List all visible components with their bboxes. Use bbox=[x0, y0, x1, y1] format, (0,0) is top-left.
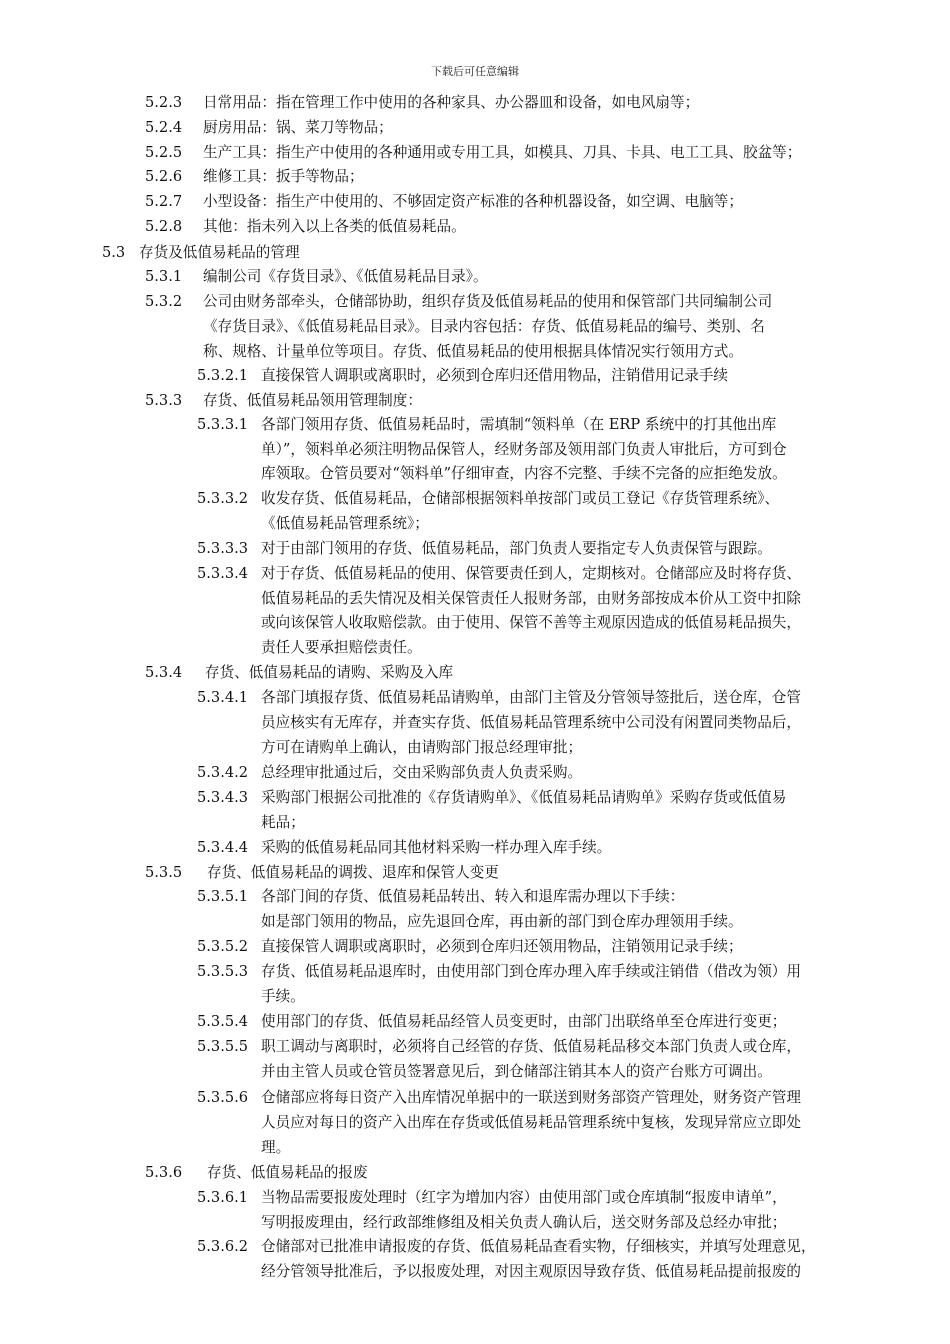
section-number: 5.3.4.1 bbox=[197, 689, 249, 706]
section-number: 5.3.4 bbox=[145, 664, 183, 681]
section-number: 5.3.3.2 bbox=[197, 490, 249, 507]
paragraph-line: 存货及低值易耗品的管理 bbox=[139, 244, 300, 261]
section-number: 5.3.6.2 bbox=[197, 1238, 249, 1255]
paragraph-line: 对于存货、低值易耗品的使用、保管要责任到人，定期核对。仓储部应及时将存货、 bbox=[261, 565, 801, 582]
section-number: 5.3.5.3 bbox=[197, 963, 249, 980]
paragraph-line: 存货、低值易耗品的报废 bbox=[207, 1164, 368, 1181]
section-number: 5.2.8 bbox=[145, 218, 183, 235]
paragraph-line: 如是部门领用的物品，应先退回仓库，再由新的部门到仓库办理领用手续。 bbox=[261, 913, 743, 930]
paragraph-line: 收发存货、低值易耗品，仓储部根据领料单按部门或员工登记《存货管理系统》、 bbox=[261, 490, 780, 507]
paragraph-line: 存货、低值易耗品的调拨、退库和保管人变更 bbox=[207, 864, 499, 881]
section-number: 5.3.2 bbox=[145, 293, 183, 310]
paragraph-line: 对于由部门领用的存货、低值易耗品，部门负责人要指定专人负责保管与跟踪。 bbox=[261, 540, 772, 557]
paragraph-line: 或向该保管人收取赔偿款。由于使用、保管不善等主观原因造成的低值易耗品损失， bbox=[261, 614, 801, 631]
section-number: 5.3.4.3 bbox=[197, 789, 249, 806]
paragraph-line: 称、规格、计量单位等项目。存货、低值易耗品的使用根据具体情况实行领用方式。 bbox=[203, 343, 743, 360]
paragraph-line: 直接保管人调职或离职时，必须到仓库归还领用物品，注销领用记录手续； bbox=[261, 938, 743, 955]
section-number: 5.3.5.2 bbox=[197, 938, 249, 955]
section-number: 5.2.3 bbox=[145, 94, 183, 111]
section-number: 5.3.1 bbox=[145, 268, 183, 285]
paragraph-line: 采购部门根据公司批准的《存货请购单》、《低值易耗品请购单》采购存货或低值易 bbox=[261, 789, 787, 806]
paragraph-line: 编制公司《存货目录》、《低值易耗品目录》。 bbox=[203, 268, 488, 285]
paragraph-line: 存货、低值易耗品领用管理制度： bbox=[203, 392, 422, 409]
paragraph-line: 耗品； bbox=[261, 814, 305, 831]
section-number: 5.3.2.1 bbox=[197, 367, 249, 384]
paragraph-line: 当物品需要报废处理时（红字为增加内容）由使用部门或仓库填制“报废申请单”， bbox=[261, 1189, 787, 1206]
paragraph-line: 其他：指未列入以上各类的低值易耗品。 bbox=[203, 218, 466, 235]
paragraph-line: 责任人要承担赔偿责任。 bbox=[261, 639, 422, 656]
paragraph-line: 员应核实有无库存，并查实存货、低值易耗品管理系统中公司没有闲置同类物品后， bbox=[261, 714, 801, 731]
paragraph-line: 《低值易耗品管理系统》； bbox=[261, 515, 429, 532]
section-number: 5.3.6.1 bbox=[197, 1189, 249, 1206]
paragraph-line: 单）”，领料单必须注明物品保管人，经财务部及领用部门负责人审批后，方可到仓 bbox=[261, 441, 787, 458]
section-number: 5.3.3.1 bbox=[197, 416, 249, 433]
paragraph-line: 厨房用品：锅、菜刀等物品； bbox=[203, 119, 393, 136]
paragraph-line: 小型设备：指生产中使用的、不够固定资产标准的各种机器设备，如空调、电脑等； bbox=[203, 193, 743, 210]
section-number: 5.3.3 bbox=[145, 392, 183, 409]
section-number: 5.3.5.6 bbox=[197, 1089, 249, 1106]
paragraph-line: 写明报废理由，经行政部维修组及相关负责人确认后，送交财务部及总经办审批； bbox=[261, 1214, 787, 1231]
paragraph-line: 总经理审批通过后，交由采购部负责人负责采购。 bbox=[261, 764, 583, 781]
paragraph-line: 职工调动与离职时，必须将自己经管的存货、低值易耗品移交本部门负责人或仓库， bbox=[261, 1038, 801, 1055]
section-number: 5.2.6 bbox=[145, 168, 183, 185]
paragraph-line: 生产工具：指生产中使用的各种通用或专用工具，如模具、刀具、卡具、电工工具、胶盆等； bbox=[203, 144, 802, 161]
section-number: 5.3.5.5 bbox=[197, 1038, 249, 1055]
paragraph-line: 采购的低值易耗品同其他材料采购一样办理入库手续。 bbox=[261, 839, 612, 856]
section-number: 5.3.4.4 bbox=[197, 839, 249, 856]
section-number: 5.2.5 bbox=[145, 144, 183, 161]
paragraph-line: 人员应对每日的资产入出库在存货或低值易耗品管理系统中复核，发现异常应立即处 bbox=[261, 1114, 801, 1131]
paragraph-line: 理。 bbox=[261, 1139, 291, 1156]
paragraph-line: 各部门填报存货、低值易耗品请购单，由部门主管及分管领导签批后，送仓库，仓管 bbox=[261, 689, 801, 706]
paragraph-line: 低值易耗品的丢失情况及相关保管责任人报财务部，由财务部按成本价从工资中扣除 bbox=[261, 590, 801, 607]
paragraph-line: 存货、低值易耗品的请购、采购及入库 bbox=[205, 664, 454, 681]
section-number: 5.3.5.1 bbox=[197, 888, 249, 905]
paragraph-line: 各部门领用存货、低值易耗品时，需填制“领料单（在 ERP 系统中的打其他出库 bbox=[261, 416, 777, 433]
paragraph-line: 日常用品：指在管理工作中使用的各种家具、办公器皿和设备，如电风扇等； bbox=[203, 94, 700, 111]
paragraph-line: 经分管领导批准后，予以报废处理，对因主观原因导致存货、低值易耗品提前报废的 bbox=[261, 1263, 801, 1280]
section-number: 5.2.7 bbox=[145, 193, 183, 210]
section-number: 5.3.3.4 bbox=[197, 565, 249, 582]
paragraph-line: 使用部门的存货、低值易耗品经管人员变更时，由部门出联络单至仓库进行变更； bbox=[261, 1013, 787, 1030]
paragraph-line: 存货、低值易耗品退库时，由使用部门到仓库办理入库手续或注销借（借改为领）用 bbox=[261, 963, 801, 980]
paragraph-line: 仓储部对已批准申请报废的存货、低值易耗品查看实物，仔细核实，并填写处理意见， bbox=[261, 1238, 816, 1255]
page-header: 下载后可任意编辑 bbox=[431, 65, 519, 78]
paragraph-line: 直接保管人调职或离职时，必须到仓库归还借用物品，注销借用记录手续 bbox=[261, 367, 729, 384]
section-number: 5.3.3.3 bbox=[197, 540, 249, 557]
section-number: 5.3 bbox=[102, 244, 126, 261]
section-number: 5.3.6 bbox=[145, 1164, 183, 1181]
paragraph-line: 手续。 bbox=[261, 988, 305, 1005]
paragraph-line: 仓储部应将每日资产入出库情况单据中的一联送到财务部资产管理处，财务资产管理 bbox=[261, 1089, 801, 1106]
section-number: 5.3.5 bbox=[145, 864, 183, 881]
paragraph-line: 《存货目录》、《低值易耗品目录》。目录内容包括：存货、低值易耗品的编号、类别、名 bbox=[203, 318, 765, 335]
paragraph-line: 各部门间的存货、低值易耗品转出、转入和退库需办理以下手续： bbox=[261, 888, 685, 905]
paragraph-line: 库领取。仓管员要对“领料单”仔细审查，内容不完整、手续不完备的应拒绝发放。 bbox=[261, 465, 787, 482]
section-number: 5.3.5.4 bbox=[197, 1013, 249, 1030]
paragraph-line: 维修工具：扳手等物品； bbox=[203, 168, 364, 185]
section-number: 5.2.4 bbox=[145, 119, 183, 136]
paragraph-line: 方可在请购单上确认，由请购部门报总经理审批； bbox=[261, 739, 583, 756]
paragraph-line: 公司由财务部牵头，仓储部协助，组织存货及低值易耗品的使用和保管部门共同编制公司 bbox=[203, 293, 773, 310]
section-number: 5.3.4.2 bbox=[197, 764, 249, 781]
paragraph-line: 并由主管人员或仓管员签署意见后，到仓储部注销其本人的资产台账方可调出。 bbox=[261, 1063, 772, 1080]
